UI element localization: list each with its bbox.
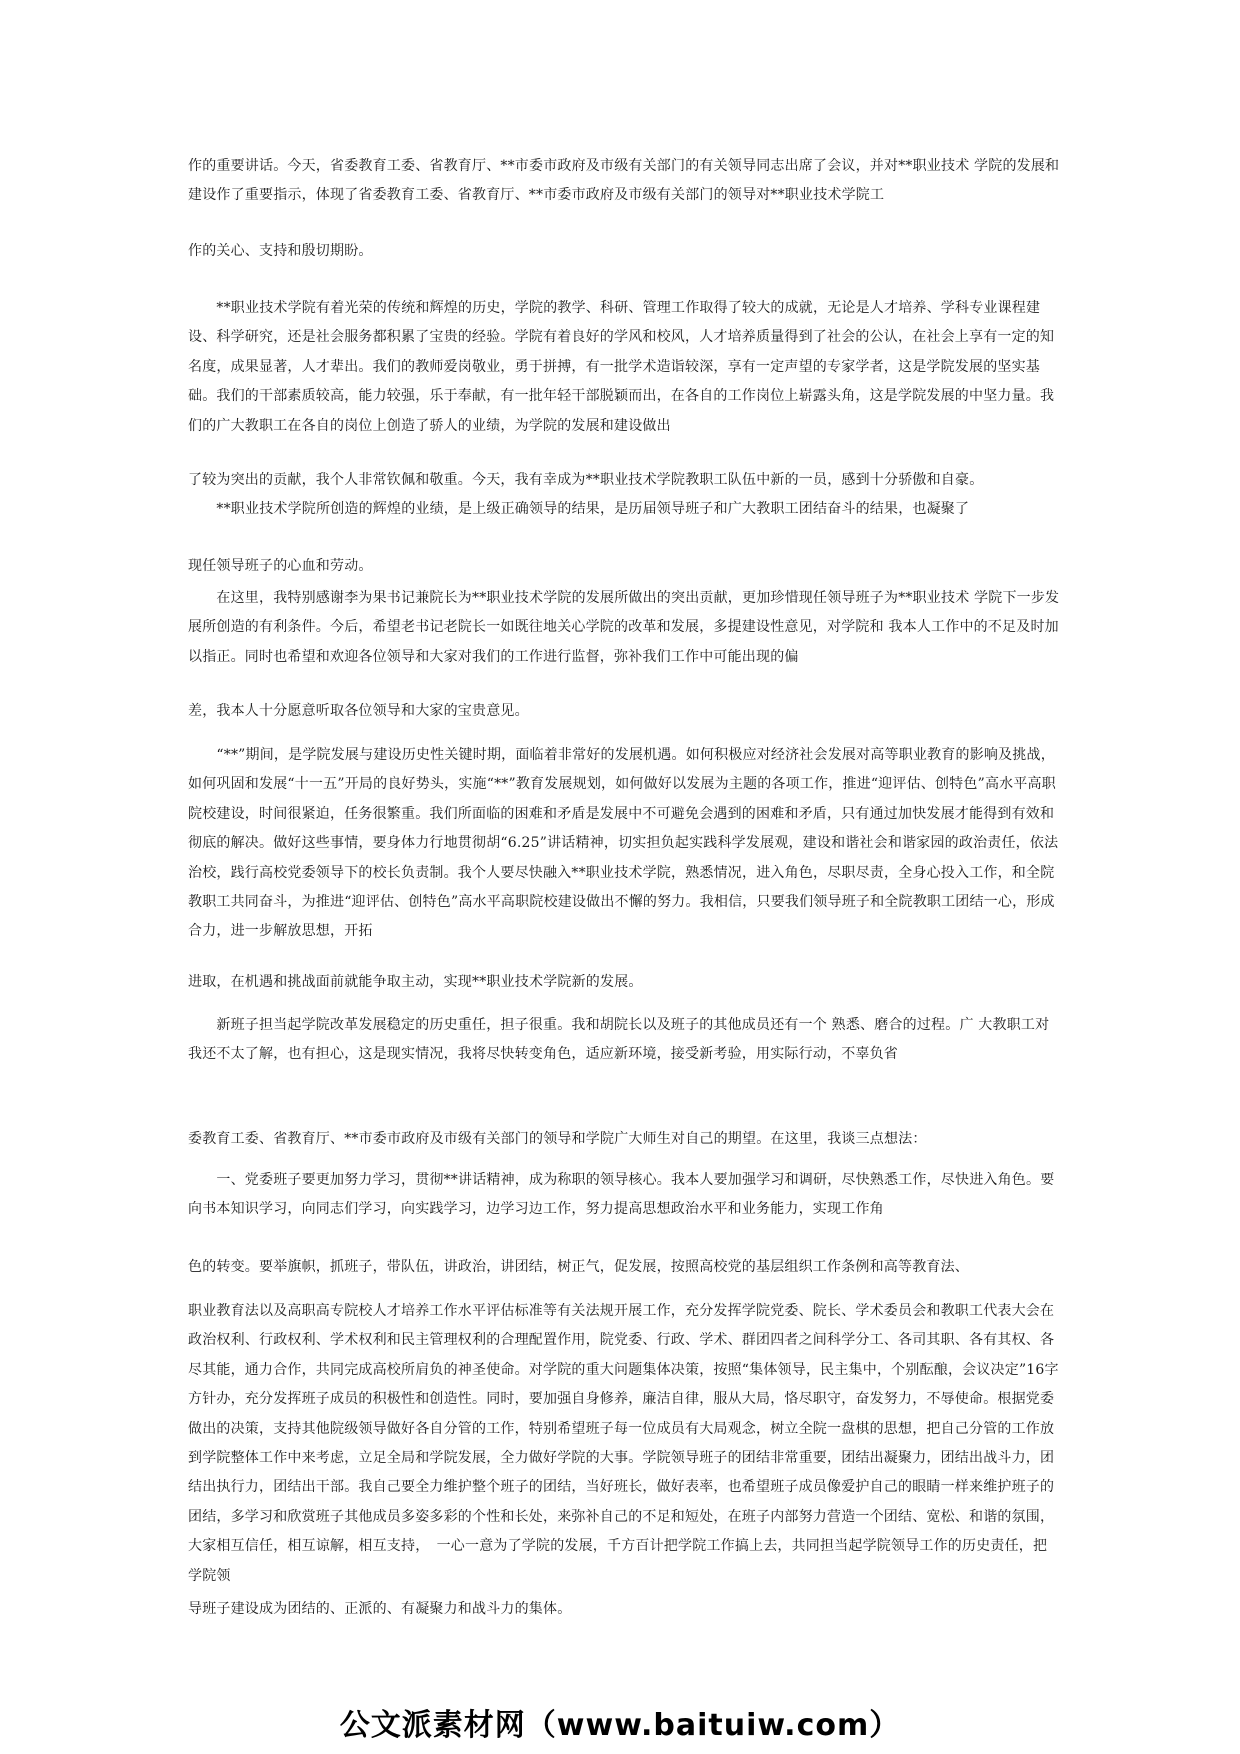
paragraph-9: “**”期间，是学院发展与建设历史性关键时期，面临着非常好的发展机遇。如何积极应对经济社会发展对高等职业教育的影响及挑战，如何巩固和发展“十一五”开局的良好势头，实施“**”教育发展规划，如何做好以发展为主题的各项工作，推进“迎评估、创特色”高水平高职院校建设，时间很紧迫，任务很繁重。我们所面临的困难和矛盾是发展中不可避免会遇到的困难和矛盾，只有通过加快发展才能得到有效和彻底的解决。做好这些事情，要身体力行地贯彻胡“6.25”讲话精神，切实担负起实践科学发展观，建设和谐社会和谐家园的政治责任，依法治校，践行高校党委领导下的校长负责制。我个人要尽快融入**职业技术学院，熟悉情况，进入角色，尽职尽责，全身心投入工作，和全院教职工共同奋斗，为推进“迎评估、创特色”高水平高职院校建设做出不懈的努力。我相信，只要我们领导班子和全院教职工团结一心，形成合力，进一步解放思想，开拓 bbox=[188, 747, 1059, 940]
paragraph-10: 进取，在机遇和挑战面前就能争取主动，实现**职业技术学院新的发展。 bbox=[188, 974, 643, 990]
paragraph-5: **职业技术学院所创造的辉煌的业绩，是上级正确领导的结果，是历届领导班子和广大教职工团结奋斗的结果，也凝聚了 bbox=[188, 501, 970, 517]
paragraph-6: 现任领导班子的心血和劳动。 bbox=[188, 558, 373, 574]
paragraph-16: 导班子建设成为团结的、正派的、有凝聚力和战斗力的集体。 bbox=[188, 1601, 572, 1617]
paragraph-4: 了较为突出的贡献，我个人非常钦佩和敬重。今天，我有幸成为**职业技术学院教职工队伍中新的一员，感到十分骄傲和自豪。 bbox=[188, 472, 984, 488]
paragraph-2: 作的关心、支持和殷切期盼。 bbox=[188, 243, 373, 259]
paragraph-14: 色的转变。要举旗帜，抓班子，带队伍，讲政治，讲团结，树正气，促发展，按照高校党的基层组织工作条例和高等教育法、 bbox=[188, 1259, 969, 1275]
paragraph-8: 差，我本人十分愿意听取各位领导和大家的宝贵意见。 bbox=[188, 703, 529, 719]
paragraph-13: 一、党委班子要更加努力学习，贯彻**讲话精神，成为称职的领导核心。我本人要加强学习和调研，尽快熟悉工作，尽快进入角色。要向书本知识学习，向同志们学习，向实践学习，边学习边工作，努力提高思想政治水平和业务能力，实现工作角 bbox=[188, 1172, 1055, 1218]
paragraph-7: 在这里，我特别感谢李为果书记兼院长为**职业技术学院的发展所做出的突出贡献，更加珍惜现任领导班子为**职业技术 学院下一步发展所创造的有利条件。今后，希望老书记老院长一如既往地关心学院的改革和发展，多提建设性意见，对学院和 我本人工作中的不足及时加以指正。同时也希望和欢迎各位领导和大家对我们的工作进行监督，弥补我们工作中可能出现的偏 bbox=[188, 590, 1060, 665]
paragraph-12: 委教育工委、省教育厅、**市委市政府及市级有关部门的领导和学院广大师生对自己的期望。在这里，我谈三点想法： bbox=[188, 1131, 927, 1147]
paragraph-3: **职业技术学院有着光荣的传统和辉煌的历史，学院的教学、科研、管理工作取得了较大的成就，无论是人才培养、学科专业课程建设、科学研究，还是社会服务都积累了宝贵的经验。学院有着良好的学风和校风，人才培养质量得到了社会的公认，在社会上享有一定的知名度，成果显著，人才辈出。我们的教师爱岗敬业，勇于拼搏，有一批学术造诣较深，享有一定声望的专家学者，这是学院发展的坚实基础。我们的干部素质较高，能力较强，乐于奉献，有一批年轻干部脱颖而出，在各自的工作岗位上崭露头角，这是学院发展的中坚力量。我们的广大教职工在各自的岗位上创造了骄人的业绩，为学院的发展和建设做出 bbox=[188, 300, 1055, 434]
paragraph-15: 职业教育法以及高职高专院校人才培养工作水平评估标准等有关法规开展工作，充分发挥学院党委、院长、学术委员会和教职工代表大会在政治权利、行政权利、学术权利和民主管理权利的合理配置作用，院党委、行政、学术、群团四者之间科学分工、各司其职、各有其权、各尽其能，通力合作，共同完成高校所肩负的神圣使命。对学院的重大问题集体决策，按照“集体领导，民主集中，个别酝酿，会议决定”16字方针办，充分发挥班子成员的积极性和创造性。同时，要加强自身修养，廉洁自律，服从大局，恪尽职守，奋发努力，不辱使命。根据党委做出的决策，支持其他院级领导做好各自分管的工作，特别希望班子每一位成员有大局观念，树立全院一盘棋的思想，把自己分管的工作放到学院整体工作中来考虑，立足全局和学院发展，全力做好学院的大事。学院领导班子的团结非常重要，团结出凝聚力，团结出战斗力，团结出执行力，团结出干部。我自己要全力维护整个班子的团结，当好班长，做好表率，也希望班子成员像爱护自己的眼睛一样来维护班子的团结，多学习和欣赏班子其他成员多姿多彩的个性和长处，来弥补自己的不足和短处，在班子内部努力营造一个团结、宽松、和谐的氛围，大家相互信任，相互谅解，相互支持， 一心一意为了学院的发展，千方百计把学院工作搞上去，共同担当起学院领导工作的历史责任，把学院领 bbox=[188, 1303, 1059, 1584]
paragraph-1: 作的重要讲话。今天，省委教育工委、省教育厅、**市委市政府及市级有关部门的有关领导同志出席了会议，并对**职业技术 学院的发展和建设作了重要指示，体现了省委教育工委、省教育厅、**市委市政府及市级有关部门的领导对**职业技术学院工 bbox=[188, 158, 1060, 204]
paragraph-11: 新班子担当起学院改革发展稳定的历史重任，担子很重。我和胡院长以及班子的其他成员还有一个 熟悉、磨合的过程。广 大教职工对我还不太了解，也有担心，这是现实情况，我将尽快转变角色，适应新环境，接受新考验，用实际行动，不辜负省 bbox=[188, 1017, 1050, 1063]
site-watermark: 公文派素材网（www.baituiw.com） bbox=[339, 1708, 901, 1743]
